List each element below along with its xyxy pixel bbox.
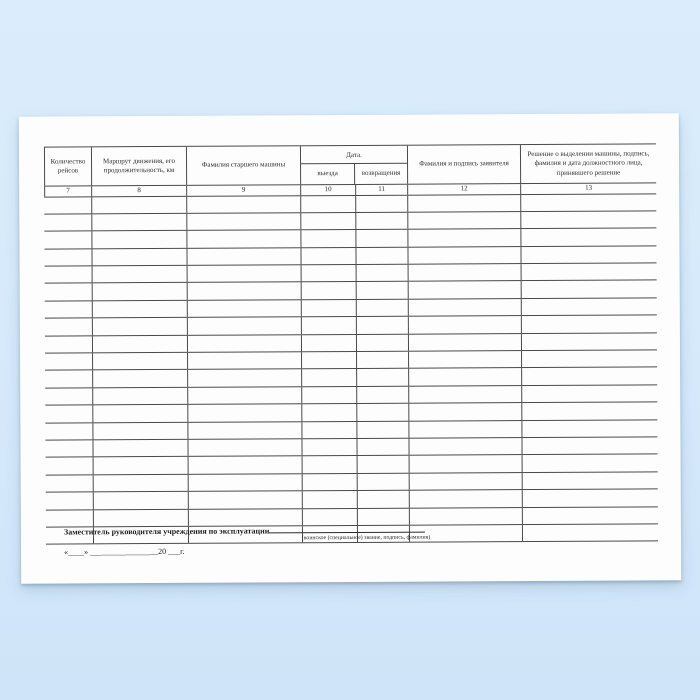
empty-cell — [93, 318, 188, 335]
empty-cell — [522, 403, 657, 420]
empty-cell — [94, 457, 189, 474]
empty-cell — [410, 455, 523, 472]
column-number-10: 10 — [301, 185, 356, 195]
empty-cell — [523, 507, 658, 524]
empty-cell — [302, 422, 357, 439]
empty-cell — [94, 509, 189, 526]
signature-label: Заместитель руководителя учреждения по эксплуатации — [63, 526, 270, 537]
empty-cell — [188, 352, 302, 369]
empty-cell — [45, 336, 93, 353]
empty-cell — [45, 319, 93, 336]
empty-cell — [358, 473, 410, 490]
empty-cell — [45, 388, 93, 405]
empty-cell — [92, 214, 187, 231]
empty-cell — [188, 439, 302, 456]
empty-cell — [44, 197, 92, 214]
empty-cell — [188, 404, 302, 421]
empty-cell — [523, 472, 658, 489]
empty-cell — [44, 249, 92, 266]
empty-cell — [302, 265, 357, 282]
empty-cell — [522, 385, 657, 402]
empty-cell — [94, 475, 189, 492]
empty-cell — [45, 371, 93, 388]
empty-cell — [93, 353, 188, 370]
empty-cell — [94, 492, 189, 509]
empty-cell — [410, 508, 523, 525]
empty-cell — [44, 214, 92, 231]
empty-cell — [409, 438, 522, 455]
header-senior-surname: Фамилия старшего машины — [187, 146, 301, 185]
empty-cell — [301, 195, 356, 212]
empty-cell — [409, 369, 522, 386]
form-sheet — [19, 113, 681, 583]
empty-cell — [188, 300, 302, 317]
empty-cell — [188, 387, 302, 404]
empty-cell — [521, 211, 656, 228]
empty-cell — [45, 353, 93, 370]
empty-cell — [187, 248, 301, 265]
empty-cell — [409, 334, 522, 351]
empty-cell — [357, 317, 409, 334]
header-date-group — [301, 146, 408, 185]
empty-cell — [301, 248, 356, 265]
empty-cell — [93, 405, 188, 422]
empty-cell — [409, 282, 522, 299]
empty-cell — [522, 281, 657, 298]
empty-cell — [358, 456, 410, 473]
empty-cell — [187, 231, 301, 248]
empty-cell — [409, 421, 522, 438]
empty-cell — [522, 420, 657, 437]
header-date-subrow — [301, 164, 407, 185]
table-header-row — [44, 144, 656, 186]
empty-cell — [357, 334, 409, 351]
empty-cell — [188, 335, 302, 352]
empty-cell — [45, 266, 93, 283]
empty-cell — [189, 474, 303, 491]
header-trip-count: Количество рейсов — [44, 147, 92, 185]
empty-cell — [188, 422, 302, 439]
empty-cell — [303, 456, 358, 473]
empty-cell — [356, 195, 408, 212]
column-number-12: 12 — [408, 184, 521, 194]
empty-cell — [302, 369, 357, 386]
empty-cell — [93, 388, 188, 405]
empty-cell — [358, 508, 410, 525]
empty-cell — [357, 352, 409, 369]
empty-cell — [302, 387, 357, 404]
signature-caption: (воинское (специальное) звание, подпись, фамилия) — [301, 534, 431, 542]
empty-cell — [409, 299, 522, 316]
empty-cell — [522, 350, 657, 367]
empty-cell — [356, 247, 408, 264]
table-body — [44, 194, 658, 545]
empty-cell — [93, 266, 188, 283]
empty-cell — [92, 196, 187, 213]
empty-cell — [187, 196, 301, 213]
empty-cell — [46, 492, 94, 509]
header-decision: Решение о выделении машины, подпись, фамилия и дата должностного лица, принявшего решение — [527, 149, 650, 177]
empty-cell — [45, 406, 93, 423]
signature-blank-line — [269, 524, 425, 534]
empty-cell — [356, 230, 408, 247]
date-blank-line: «____» _________________20 ___г. — [64, 546, 185, 557]
empty-cell — [93, 422, 188, 439]
empty-cell — [523, 490, 658, 507]
empty-cell — [302, 335, 357, 352]
empty-cell — [522, 333, 657, 350]
empty-cell — [302, 317, 357, 334]
empty-cell — [302, 404, 357, 421]
empty-cell — [409, 351, 522, 368]
empty-cell — [522, 437, 657, 454]
empty-cell — [93, 370, 188, 387]
vehicle-request-log-table — [44, 143, 658, 545]
empty-cell — [522, 263, 657, 280]
empty-cell — [92, 231, 187, 248]
empty-cell — [188, 265, 302, 282]
empty-cell — [523, 455, 658, 472]
empty-cell — [301, 213, 356, 230]
empty-cell — [93, 440, 188, 457]
empty-cell — [521, 229, 656, 246]
empty-cell — [522, 316, 657, 333]
empty-cell — [302, 300, 357, 317]
empty-cell — [409, 316, 522, 333]
empty-cell — [358, 491, 410, 508]
empty-cell — [409, 264, 522, 281]
empty-cell — [356, 213, 408, 230]
empty-cell — [92, 249, 187, 266]
empty-cell — [357, 404, 409, 421]
empty-cell — [410, 473, 523, 490]
header-route: Маршрут движения, его продолжительность, км — [92, 147, 187, 185]
empty-cell — [408, 212, 521, 229]
empty-cell — [188, 317, 302, 334]
empty-cell — [46, 510, 94, 527]
column-number-9: 9 — [187, 185, 301, 195]
empty-cell — [521, 246, 656, 263]
empty-cell — [409, 403, 522, 420]
column-number-7: 7 — [44, 186, 92, 196]
header-departure: выезда — [301, 164, 355, 184]
empty-cell — [187, 213, 301, 230]
empty-cell — [357, 369, 409, 386]
column-number-11: 11 — [356, 185, 408, 195]
header-date-label: Дата. — [301, 146, 407, 165]
empty-cell — [45, 301, 93, 318]
column-number-13: 13 — [585, 183, 593, 192]
empty-cell — [357, 439, 409, 456]
empty-cell — [93, 283, 188, 300]
empty-cell — [188, 283, 302, 300]
column-number-8: 8 — [92, 186, 187, 196]
empty-cell — [189, 491, 303, 508]
empty-cell — [44, 232, 92, 249]
empty-cell — [357, 265, 409, 282]
empty-cell — [522, 368, 657, 385]
empty-cell — [46, 475, 94, 492]
empty-cell — [46, 458, 94, 475]
empty-cell — [93, 335, 188, 352]
empty-cell — [45, 284, 93, 301]
empty-cell — [522, 298, 657, 315]
empty-cell — [301, 230, 356, 247]
empty-cell — [410, 490, 523, 507]
empty-cell — [189, 457, 303, 474]
empty-cell — [357, 386, 409, 403]
empty-cell — [302, 352, 357, 369]
empty-cell — [408, 195, 521, 212]
empty-cell — [409, 386, 522, 403]
empty-cell — [93, 301, 188, 318]
empty-cell — [357, 421, 409, 438]
header-applicant-signature: Фамилия и подпись заявителя — [408, 145, 521, 184]
empty-cell — [302, 439, 357, 456]
empty-cell — [521, 194, 656, 211]
empty-cell — [303, 508, 358, 525]
empty-cell — [408, 247, 521, 264]
empty-cell — [45, 440, 93, 457]
empty-cell — [188, 370, 302, 387]
empty-cell — [357, 282, 409, 299]
empty-cell — [408, 229, 521, 246]
empty-cell — [523, 524, 658, 541]
empty-cell — [189, 509, 303, 526]
empty-cell — [45, 423, 93, 440]
header-return: возвращения — [361, 169, 401, 178]
empty-cell — [303, 491, 358, 508]
empty-cell — [303, 474, 358, 491]
empty-cell — [357, 300, 409, 317]
empty-cell — [302, 282, 357, 299]
